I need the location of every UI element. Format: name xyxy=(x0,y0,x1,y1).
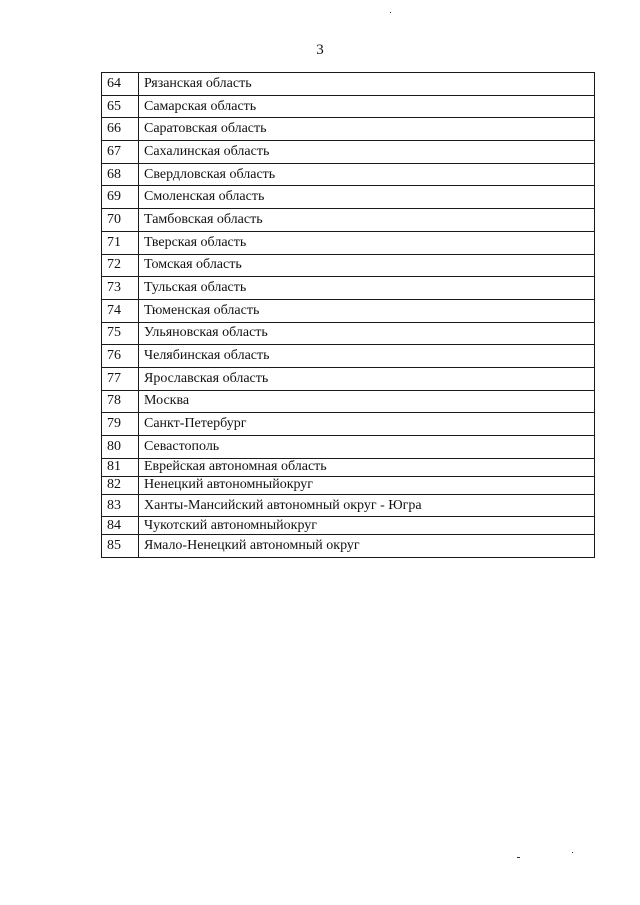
region-name: Тульская область xyxy=(139,277,595,300)
row-number: 72 xyxy=(102,254,139,277)
region-name: Севастополь xyxy=(139,436,595,459)
row-number: 65 xyxy=(102,95,139,118)
row-number: 67 xyxy=(102,141,139,164)
table-row xyxy=(102,390,595,413)
regions-table xyxy=(101,72,595,558)
row-number: 78 xyxy=(102,390,139,413)
region-name: Тверская область xyxy=(139,231,595,254)
region-name: Еврейская автономная область xyxy=(139,458,595,476)
row-number: 68 xyxy=(102,163,139,186)
region-name: Свердловская область xyxy=(139,163,595,186)
table-row xyxy=(102,517,595,535)
table-row xyxy=(102,73,595,96)
table-row xyxy=(102,254,595,277)
table-row xyxy=(102,118,595,141)
row-number: 75 xyxy=(102,322,139,345)
row-number: 85 xyxy=(102,535,139,558)
row-number: 76 xyxy=(102,345,139,368)
row-number: 81 xyxy=(102,458,139,476)
row-number: 73 xyxy=(102,277,139,300)
table-row xyxy=(102,231,595,254)
table-body xyxy=(102,73,595,558)
region-name: Смоленская область xyxy=(139,186,595,209)
region-name: Сахалинская область xyxy=(139,141,595,164)
page-number: 3 xyxy=(316,42,324,58)
region-name: Ямало-Ненецкий автономный округ xyxy=(139,535,595,558)
table-row xyxy=(102,345,595,368)
table-row xyxy=(102,535,595,558)
scan-speck xyxy=(390,12,391,13)
table-row xyxy=(102,95,595,118)
region-name: Санкт-Петербург xyxy=(139,413,595,436)
table-row xyxy=(102,163,595,186)
row-number: 84 xyxy=(102,517,139,535)
region-name: Самарская область xyxy=(139,95,595,118)
row-number: 77 xyxy=(102,367,139,390)
region-name: Ульяновская область xyxy=(139,322,595,345)
row-number: 74 xyxy=(102,299,139,322)
region-name: Ненецкий автономныйокруг xyxy=(139,476,595,494)
region-name: Ярославская область xyxy=(139,367,595,390)
scan-speck xyxy=(572,852,573,853)
table-row xyxy=(102,494,595,517)
region-name: Челябинская область xyxy=(139,345,595,368)
row-number: 80 xyxy=(102,436,139,459)
region-name: Тюменская область xyxy=(139,299,595,322)
region-name: Тамбовская область xyxy=(139,209,595,232)
scan-speck xyxy=(517,857,520,858)
row-number: 83 xyxy=(102,494,139,517)
region-name: Ханты-Мансийский автономный округ - Югра xyxy=(139,494,595,517)
region-name: Томская область xyxy=(139,254,595,277)
row-number: 70 xyxy=(102,209,139,232)
table-row xyxy=(102,413,595,436)
row-number: 79 xyxy=(102,413,139,436)
row-number: 69 xyxy=(102,186,139,209)
region-name: Рязанская область xyxy=(139,73,595,96)
table-row xyxy=(102,476,595,494)
region-name: Саратовская область xyxy=(139,118,595,141)
row-number: 64 xyxy=(102,73,139,96)
table-row xyxy=(102,277,595,300)
region-name: Чукотский автономныйокруг xyxy=(139,517,595,535)
table-row xyxy=(102,322,595,345)
table-row xyxy=(102,367,595,390)
table-row xyxy=(102,299,595,322)
table-row xyxy=(102,436,595,459)
row-number: 82 xyxy=(102,476,139,494)
row-number: 66 xyxy=(102,118,139,141)
table-row xyxy=(102,209,595,232)
region-name: Москва xyxy=(139,390,595,413)
row-number: 71 xyxy=(102,231,139,254)
table-row xyxy=(102,141,595,164)
table-row xyxy=(102,186,595,209)
table-row xyxy=(102,458,595,476)
